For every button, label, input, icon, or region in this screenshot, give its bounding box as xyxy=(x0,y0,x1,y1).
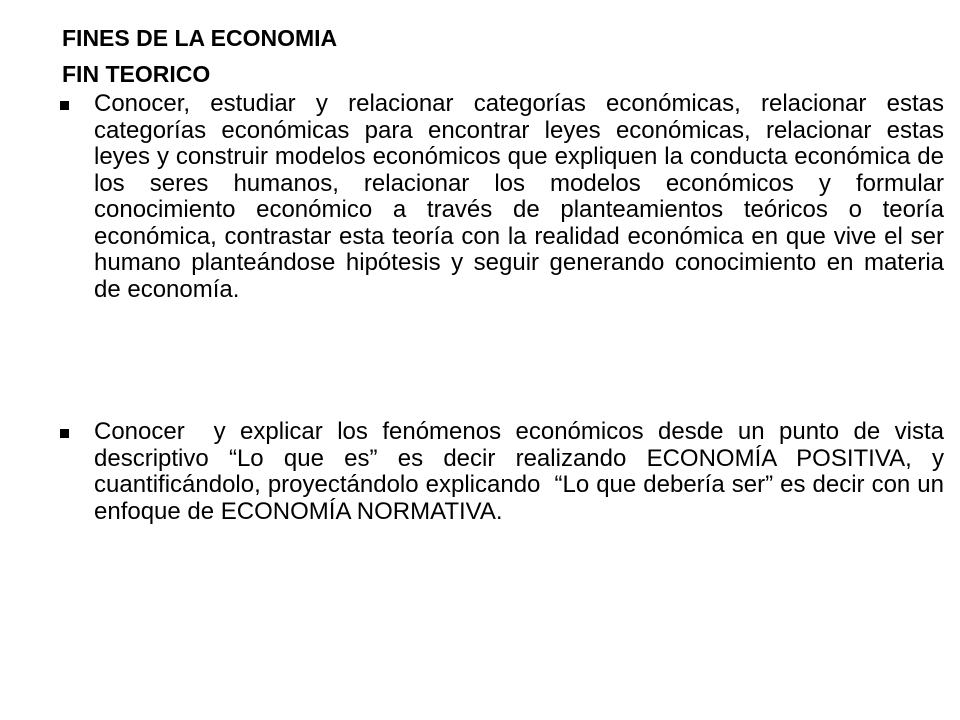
bullet-item-fin-teorico xyxy=(58,91,944,303)
page-title: FINES DE LA ECONOMIA xyxy=(62,25,338,51)
bullet-text: Conocer, estudiar y relacionar categorías económicas, relacionar estas categorías económicas para encontrar leyes económicas, relacionar estas leyes y construir modelos económicos que expliquen la conducta económica de los seres humanos, relacionar los modelos económicos y formular conocimiento económico a través de planteamientos teóricos o teoría económica, contrastar esta teoría con la realidad económica en que vive el ser humano planteándose hipótesis y seguir generando conocimiento en materia de economía. xyxy=(94,90,944,303)
square-bullet-icon xyxy=(60,429,69,438)
section-heading: FIN TEORICO xyxy=(62,61,211,87)
square-bullet-icon xyxy=(60,101,69,110)
bullet-item-economia-positiva-normativa xyxy=(58,418,958,525)
bullet-text: Conocer y explicar los fenómenos económicos desde un punto de vista descriptivo “Lo que es” es decir realizando ECONOMÍA POSITIVA, y cuantificándolo, proyectándolo explicando “Lo que debería ser” es decir con un enfoque de ECONOMÍA NORMATIVA. xyxy=(94,418,958,525)
